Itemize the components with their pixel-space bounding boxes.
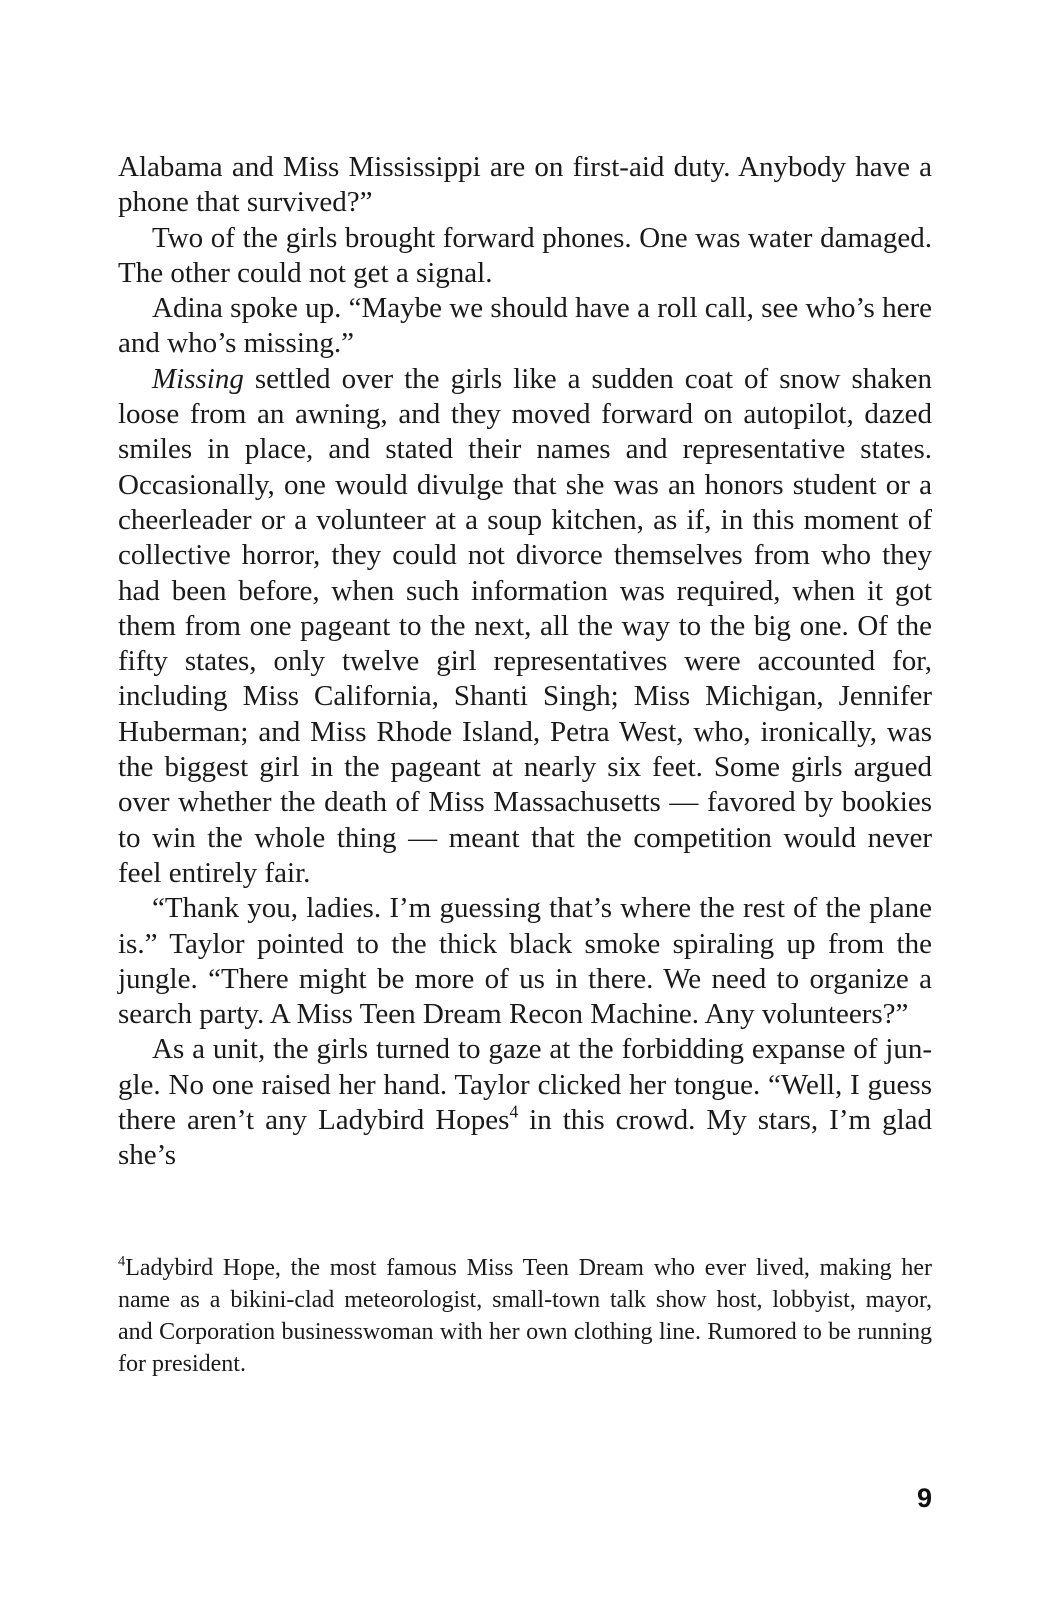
footnote-paragraph [118,1252,932,1380]
paragraph-3: Adina spoke up. “Maybe we should have a roll call, see who’s here and who’s missing.” [118,292,932,360]
footnote [118,1252,932,1380]
footnote-reference-mark: 4 [509,1101,519,1122]
italic-word-missing: Missing [152,362,244,395]
paragraph-6-text-before: As a unit, the girls turned to gaze at the forbidding expanse of jungle. No one raised her hand. Taylor clicked her tongue. “Well, I guess there aren’t any Ladybird Hopes [118,1033,932,1137]
paragraph-5: “Thank you, ladies. I’m guessing that’s where the rest of the plane is.” Taylor pointed to the thick black smoke spiraling up from the jungle. “There might be more of us in there. We need to organize a search party. A Miss Teen Dream Recon Machine. Any volunteers?” [118,892,932,1031]
footnote-text: Ladybird Hope, the most famous Miss Teen Dream who ever lived, making her name as a bikini-clad meteorologist, small-town talk show host, lobbyist, mayor, and Corporation businesswoman with her own clothing line. Rumored to be running for president. [118,1255,932,1377]
footnote-mark: 4 [118,1253,126,1270]
paragraph-4-text: settled over the girls like a sudden coat of snow shaken loose from an awning, and they moved forward on autopilot, dazed smiles in place, and stated their names and representative states. Occasionally, one would divulge that she was an honors student or a cheerleader or a volunteer at a soup kitchen, as if, in this moment of collective horror, they could not divorce themselves from who they had been before, when such information was required, when it got them from one pageant to the next, all the way to the big one. Of the fifty states, only twelve girl representatives were accounted for, including Miss California, Shanti Singh; Miss Michigan, Jennifer Huberman; and Miss Rhode Island, Petra West, who, ironically, was the biggest girl in the pageant at nearly six feet. Some girls argued over whether the death of Miss Massachusetts — favored by bookies to win the whole thing — meant that the competition would never feel entirely fair. [118,362,932,889]
page-number: 9 [916,1483,932,1513]
paragraph-6 [118,1032,932,1173]
paragraph-1: Alabama and Miss Mississippi are on first-aid duty. Anybody have a phone that survived?” [118,151,932,219]
paragraph-6-text-after: in this crowd. My stars, I’m glad she’s [118,1104,933,1172]
paragraph-2: Two of the girls brought forward phones. One was water damaged. The other could not get a signal. [118,221,932,289]
paragraph-4 [118,362,932,891]
body-text [118,150,932,1174]
